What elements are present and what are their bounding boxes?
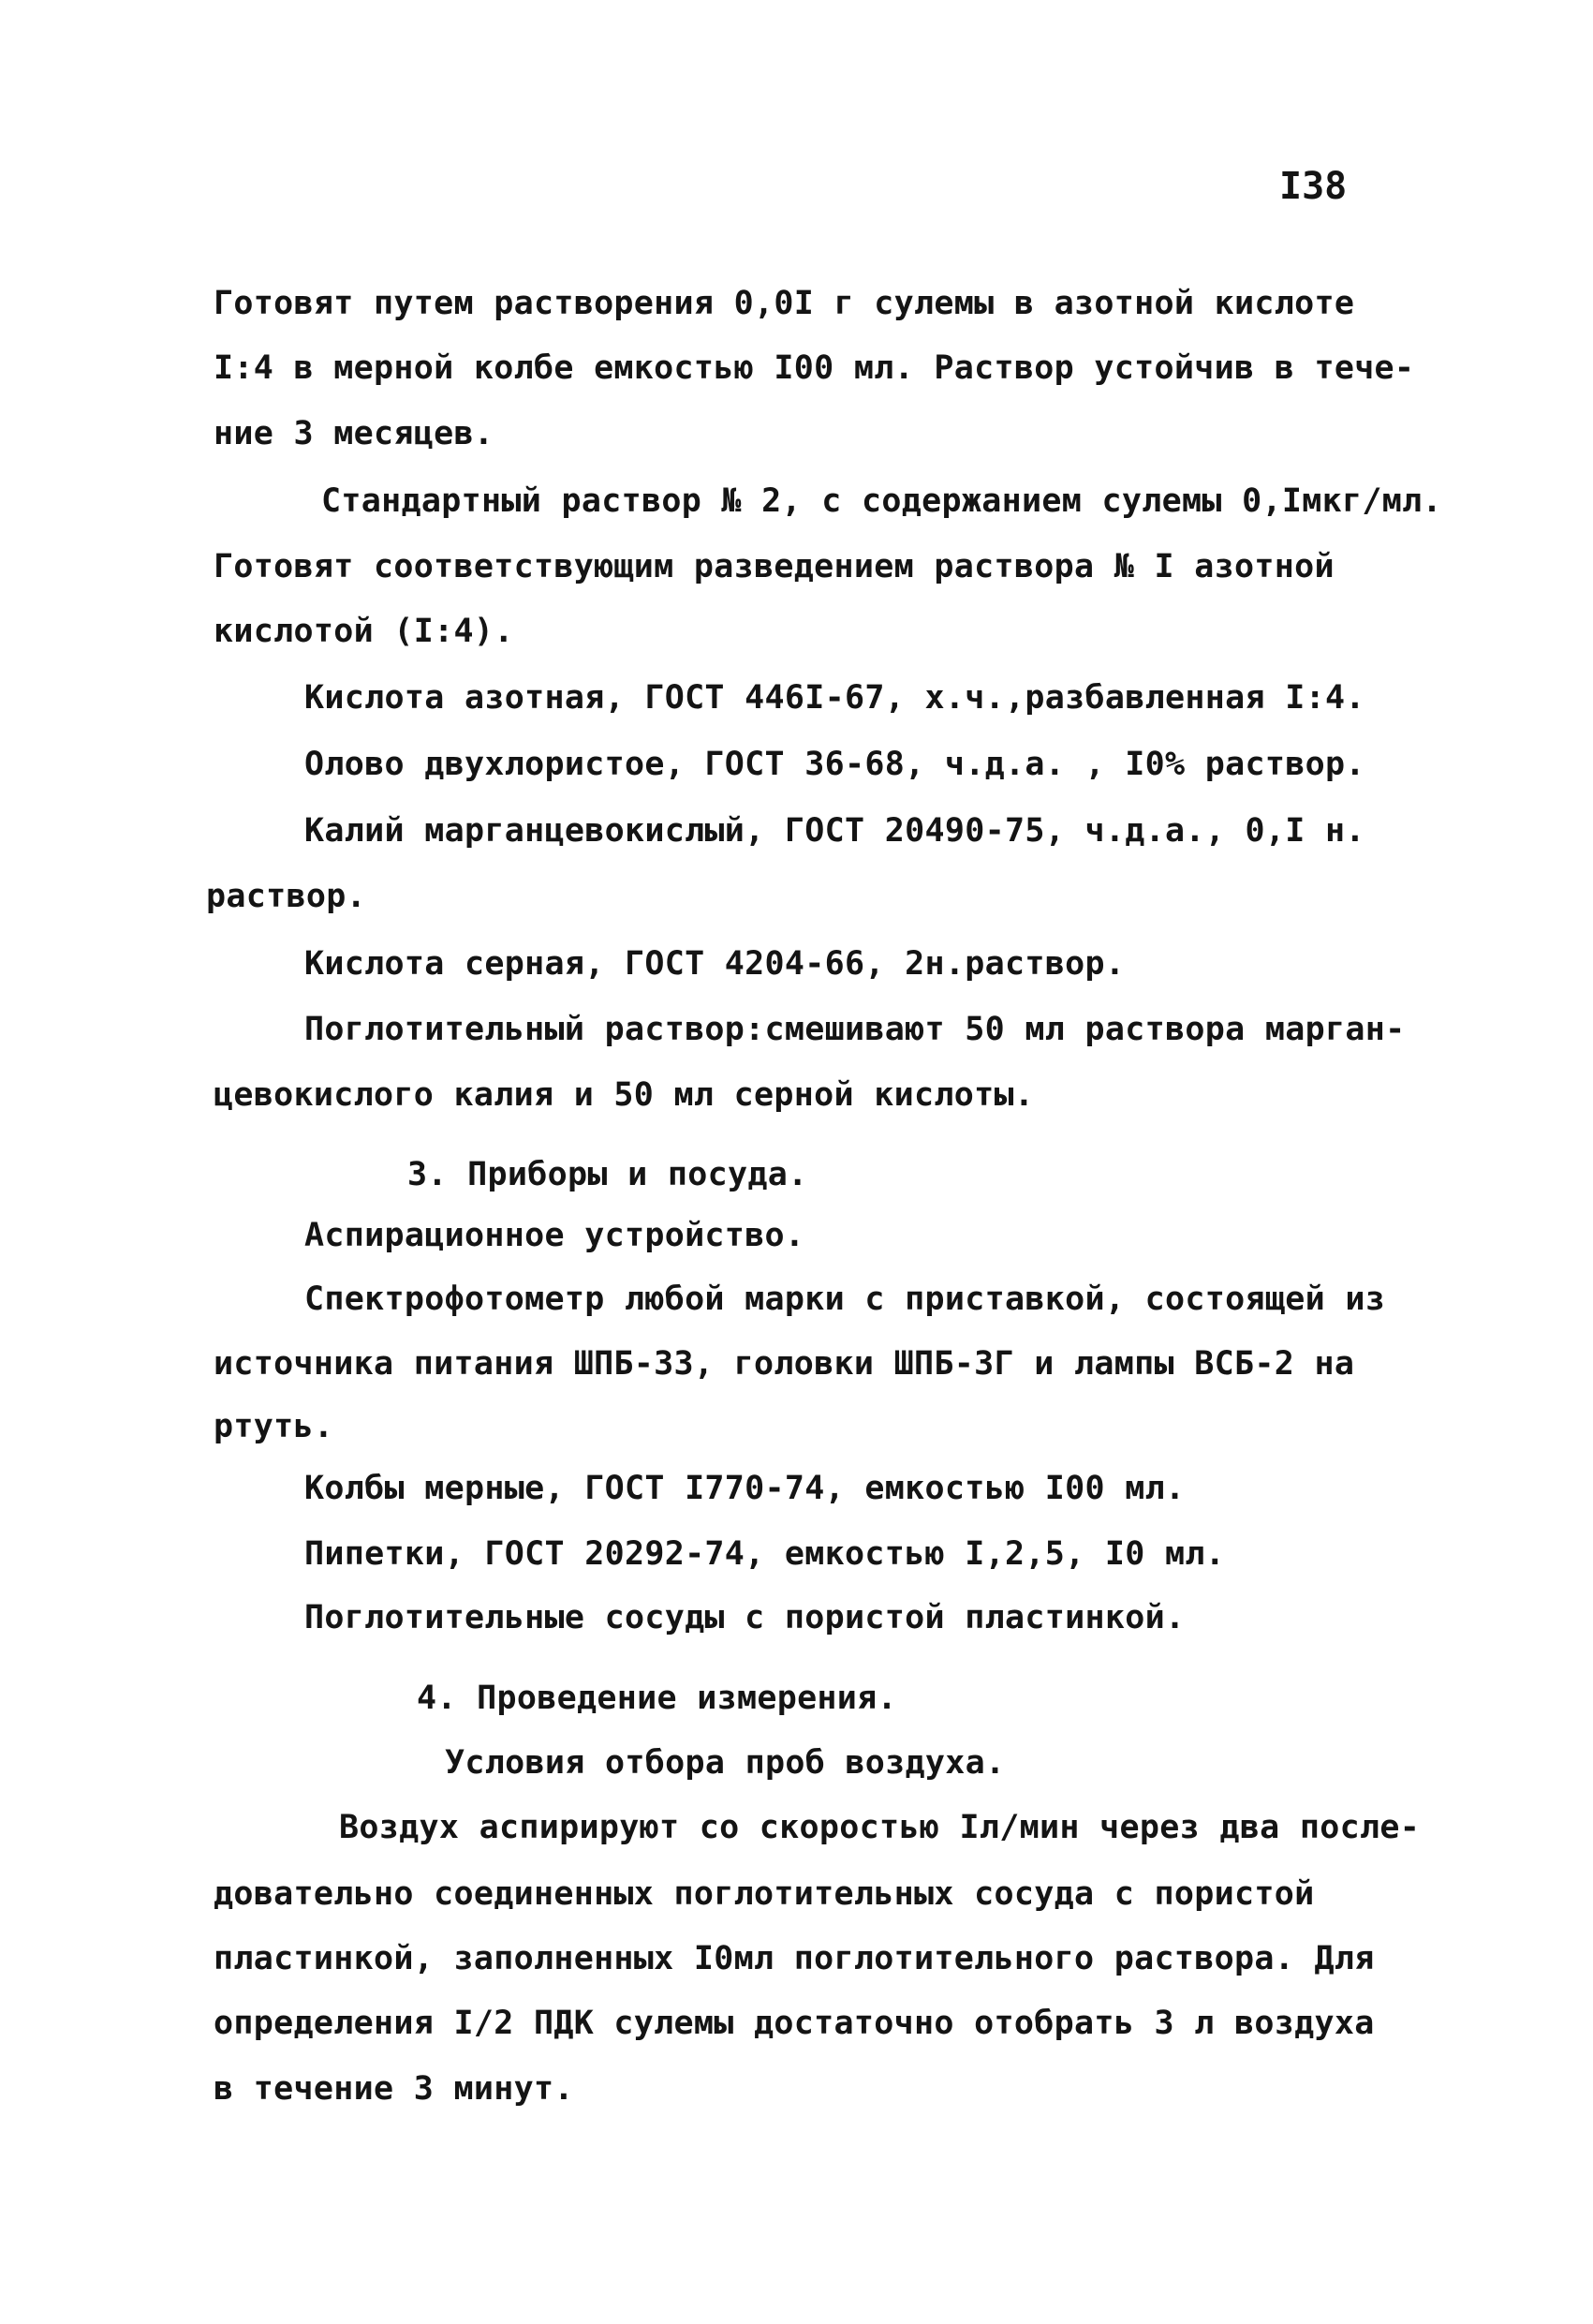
subsection-heading: Условия отбора проб воздуха. bbox=[445, 1744, 1006, 1782]
text-line: ние 3 месяцев. bbox=[214, 415, 494, 452]
text-line: Кислота серная, ГОСТ 4204-66, 2н.раствор. bbox=[304, 945, 1126, 983]
text-line: Аспирационное устройство. bbox=[304, 1217, 805, 1254]
text-line: Поглотительные сосуды с пористой пластинкой. bbox=[304, 1599, 1186, 1636]
text-line: Пипетки, ГОСТ 20292-74, емкостью I,2,5, I0 мл. bbox=[304, 1535, 1226, 1573]
text-line: Стандартный раствор № 2, с содержанием сулемы 0,Iмкг/мл. bbox=[321, 482, 1442, 520]
section-heading: 3. Приборы и посуда. bbox=[407, 1156, 808, 1193]
text-line: определения I/2 ПДК сулемы достаточно отобрать 3 л воздуха bbox=[214, 2005, 1375, 2042]
text-line: раствор. bbox=[206, 878, 366, 915]
text-line: пластинкой, заполненных I0мл поглотительного раствора. Для bbox=[214, 1940, 1375, 1977]
text-line: в течение 3 минут. bbox=[214, 2070, 574, 2108]
text-line: Спектрофотометр любой марки с приставкой, состоящей из bbox=[304, 1280, 1386, 1318]
text-line: Готовят соответствующим разведением раствора № I азотной bbox=[214, 548, 1335, 585]
text-line: ртуть. bbox=[214, 1408, 334, 1445]
section-heading: 4. Проведение измерения. bbox=[417, 1680, 897, 1717]
text-line: Кислота азотная, ГОСТ 446I-67, х.ч.,разбавленная I:4. bbox=[304, 679, 1365, 717]
text-line: Колбы мерные, ГОСТ I770-74, емкостью I00 мл. bbox=[304, 1470, 1186, 1507]
text-line: Поглотительный раствор:смешивают 50 мл раствора марган- bbox=[304, 1011, 1406, 1048]
text-line: цевокислого калия и 50 мл серной кислоты. bbox=[214, 1076, 1035, 1114]
text-line: Калий марганцевокислый, ГОСТ 20490-75, ч.д.а., 0,I н. bbox=[304, 812, 1365, 850]
text-line: Воздух аспирируют со скоростью Iл/мин через два после- bbox=[339, 1809, 1421, 1846]
text-line: I:4 в мерной колбе емкостью I00 мл. Раствор устойчив в тече- bbox=[214, 349, 1415, 387]
text-line: Олово двухлористое, ГОСТ 36-68, ч.д.а. , I0% раствор. bbox=[304, 746, 1365, 783]
text-line: Готовят путем растворения 0,0I г сулемы в азотной кислоте bbox=[214, 285, 1355, 322]
page-number: I38 bbox=[1279, 165, 1348, 208]
text-line: кислотой (I:4). bbox=[214, 613, 514, 650]
text-line: довательно соединенных поглотительных сосуда с пористой bbox=[214, 1875, 1315, 1913]
text-line: источника питания ШПБ-33, головки ШПБ-3Г и лампы ВСБ-2 на bbox=[214, 1345, 1355, 1383]
